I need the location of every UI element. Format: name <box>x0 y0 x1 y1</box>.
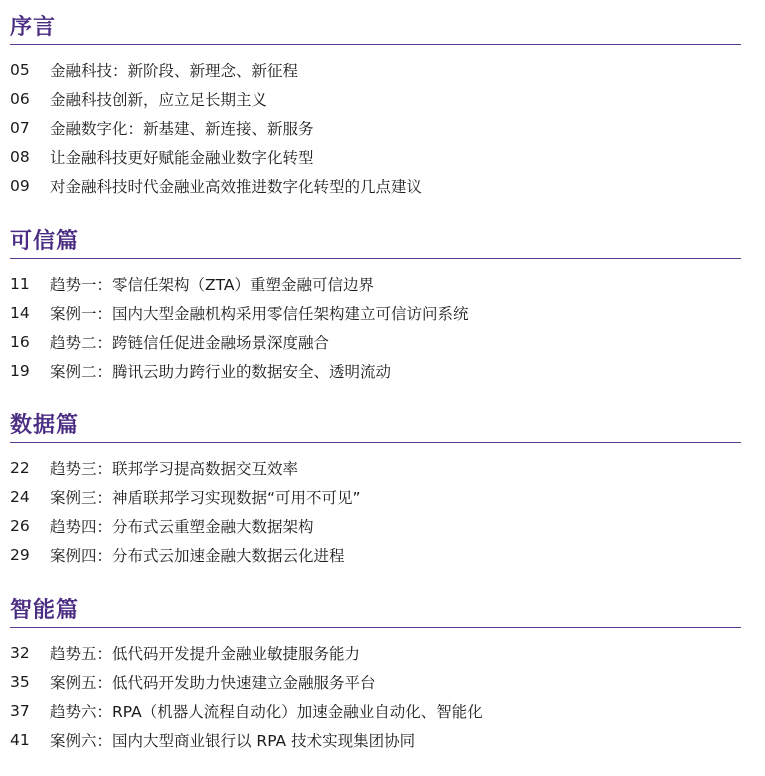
entry-title: 让金融科技更好赋能金融业数字化转型 <box>50 149 314 168</box>
entry-title: 金融数字化：新基建、新连接、新服务 <box>50 119 314 138</box>
toc-entry[interactable] <box>10 357 741 386</box>
page-number: 22 <box>10 458 30 477</box>
toc-entry[interactable] <box>10 84 741 113</box>
toc-entry[interactable] <box>10 638 741 667</box>
page-number: 14 <box>10 303 30 322</box>
section-header <box>10 14 741 45</box>
toc-entry[interactable] <box>10 55 741 84</box>
page-number: 29 <box>10 546 30 565</box>
toc-entry[interactable] <box>10 511 741 540</box>
page-number: 24 <box>10 487 30 506</box>
toc-entry[interactable] <box>10 269 741 298</box>
section-data <box>10 412 741 570</box>
page-number: 35 <box>10 672 30 691</box>
entry-title: 趋势四：分布式云重塑金融大数据架构 <box>50 517 314 536</box>
toc-entry[interactable] <box>10 726 741 755</box>
toc-entry[interactable] <box>10 298 741 327</box>
entry-title: 金融科技创新，应立足长期主义 <box>50 90 268 109</box>
entry-title: 趋势二：跨链信任促进金融场景深度融合 <box>50 333 330 352</box>
section-title: 智能篇 <box>10 598 80 623</box>
page-number: 06 <box>10 89 30 108</box>
section-preface <box>10 14 741 201</box>
section-intelligence <box>10 597 741 755</box>
page-number: 11 <box>10 274 30 293</box>
page-number: 32 <box>10 643 30 662</box>
entry-title: 案例二：腾讯云助力跨行业的数据安全、透明流动 <box>50 363 392 382</box>
entry-title: 案例四：分布式云加速金融大数据云化进程 <box>50 547 345 566</box>
page-number: 07 <box>10 118 30 137</box>
entry-list <box>10 638 741 755</box>
section-header <box>10 412 741 443</box>
entry-title: 趋势六：RPA（机器人流程自动化）加速金融业自动化、智能化 <box>50 702 483 721</box>
toc-entry[interactable] <box>10 453 741 482</box>
page-number: 41 <box>10 731 30 750</box>
entry-title: 金融科技：新阶段、新理念、新征程 <box>50 61 299 80</box>
entry-title: 趋势五：低代码开发提升金融业敏捷服务能力 <box>50 644 361 663</box>
toc-entry[interactable] <box>10 696 741 725</box>
section-trust <box>10 228 741 386</box>
section-title: 序言 <box>10 15 57 40</box>
section-header <box>10 597 741 628</box>
section-header <box>10 228 741 259</box>
page-number: 09 <box>10 177 30 196</box>
page-number: 26 <box>10 516 30 535</box>
page-number: 16 <box>10 332 30 351</box>
entry-title: 案例六：国内大型商业银行以 RPA 技术实现集团协同 <box>50 732 416 751</box>
entry-title: 趋势一：零信任架构（ZTA）重塑金融可信边界 <box>50 275 374 294</box>
toc-entry[interactable] <box>10 172 741 201</box>
entry-title: 案例三：神盾联邦学习实现数据“可用不可见” <box>50 488 361 507</box>
toc-entry[interactable] <box>10 541 741 570</box>
entry-title: 案例一：国内大型金融机构采用零信任架构建立可信访问系统 <box>50 304 469 323</box>
entry-title: 案例五：低代码开发助力快速建立金融服务平台 <box>50 673 376 692</box>
toc-entry[interactable] <box>10 113 741 142</box>
entry-list <box>10 453 741 570</box>
toc-entry[interactable] <box>10 143 741 172</box>
toc-entry[interactable] <box>10 482 741 511</box>
entry-title: 对金融科技时代金融业高效推进数字化转型的几点建议 <box>50 178 423 197</box>
section-title: 可信篇 <box>10 229 80 254</box>
page-number: 08 <box>10 148 30 167</box>
section-title: 数据篇 <box>10 413 80 438</box>
toc-entry[interactable] <box>10 667 741 696</box>
entry-title: 趋势三：联邦学习提高数据交互效率 <box>50 459 299 478</box>
page-number: 19 <box>10 362 30 381</box>
entry-list <box>10 55 741 201</box>
toc-entry[interactable] <box>10 327 741 356</box>
page-number: 05 <box>10 60 30 79</box>
entry-list <box>10 269 741 386</box>
page-number: 37 <box>10 701 30 720</box>
